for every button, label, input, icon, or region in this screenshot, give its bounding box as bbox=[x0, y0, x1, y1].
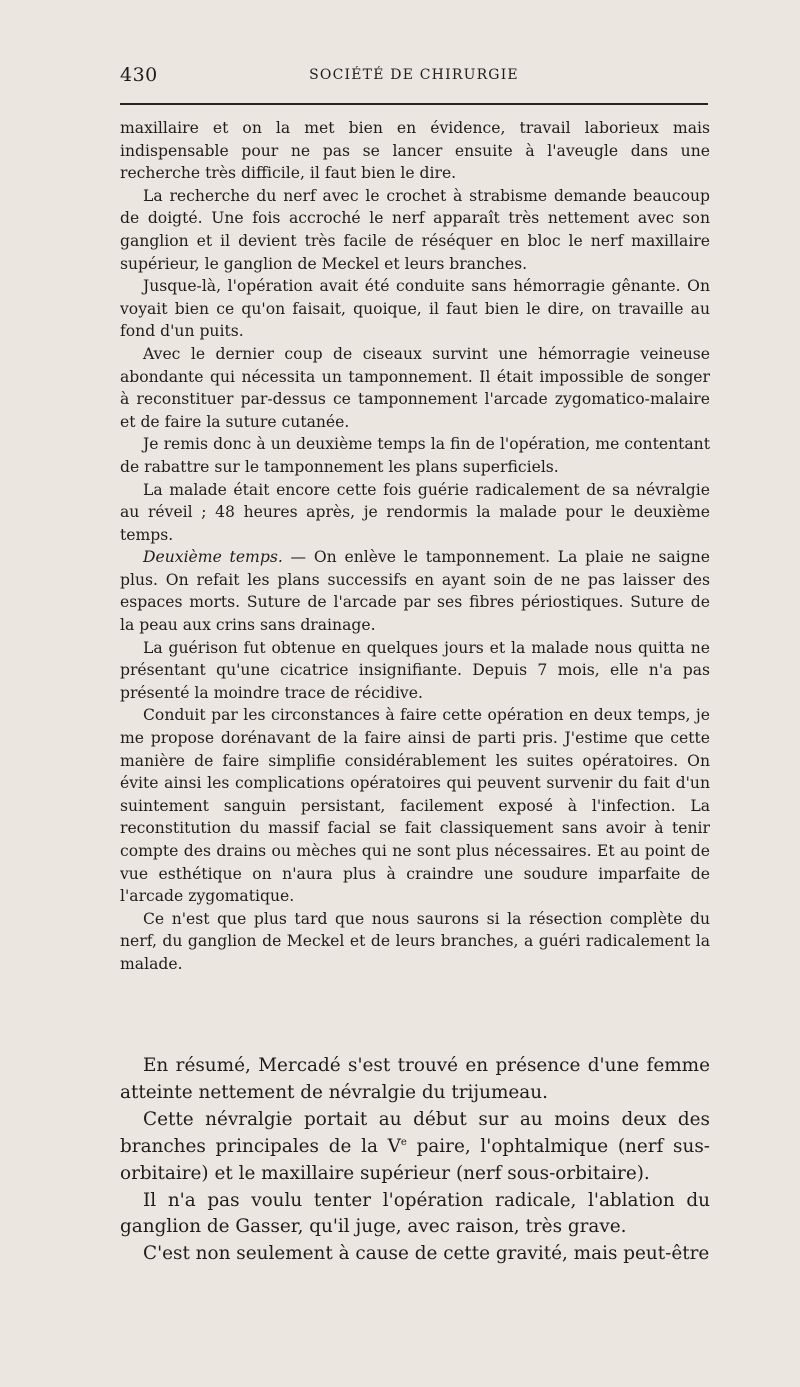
deuxieme-temps-heading: Deuxième temps. bbox=[143, 548, 283, 567]
paragraph-9: Conduit par les circonstances à faire cette opération en deux temps, je me propose dorénavant de la faire ainsi de parti pris. J'estime que cette manière de faire simplifie considérablement les suites opératoires. On évite ainsi les complications opératoires qui peuvent survenir du fait d'un suintement sanguin persistant, facilement exposé à l'infection. La reconstitution du massif facial se fait classiquement sans avoir à tenir compte des drains ou mèches qui ne sont plus nécessaires. Et au point de vue esthétique on n'aura plus à craindre une soudure imparfaite de l'arcade zygomatique. bbox=[120, 706, 710, 906]
summary-text bbox=[120, 1053, 710, 1268]
paragraph-10: Ce n'est que plus tard que nous saurons si la résection complète du nerf, du ganglion de Meckel et de leurs branches, a guéri radicalement la malade. bbox=[120, 909, 710, 973]
summary-paragraph-2-start: Cette névralgie portait au début sur au moins deux des branches principales de la V bbox=[120, 1108, 710, 1157]
paragraph-5: Je remis donc à un deuxième temps la fin de l'opération, me contentant de rabattre sur le tamponnement les plans superficiels. bbox=[120, 435, 710, 476]
main-body-text bbox=[120, 117, 710, 976]
paragraph-7-text: — On enlève le tamponnement. La plaie ne saigne plus. On refait les plans successifs en ayant soin de ne pas laisser des espaces morts. Suture de l'arcade par ses fibres périostiques. Suture de la peau aux crins sans drainage. bbox=[120, 548, 710, 635]
page-header bbox=[120, 64, 708, 88]
paragraph-2: La recherche du nerf avec le crochet à strabisme demande beaucoup de doigté. Une fois accroché le nerf apparaît très nettement avec son ganglion et il devient très facile de réséquer en bloc le nerf maxillaire supérieur, le ganglion de Meckel et leurs branches. bbox=[120, 186, 710, 273]
summary-paragraph-2-end: paire, l'ophtalmique (nerf sus-orbitaire) et le maxillaire supérieur (nerf sous-orbitaire). bbox=[120, 1135, 710, 1184]
paragraph-8: La guérison fut obtenue en quelques jours et la malade nous quitta ne présentant qu'une cicatrice insignifiante. Depuis 7 mois, elle n'a pas présenté la moindre trace de récidive. bbox=[120, 638, 710, 702]
summary-paragraph-3: Il n'a pas voulu tenter l'opération radicale, l'ablation du ganglion de Gasser, qu'il juge, avec raison, très grave. bbox=[120, 1189, 710, 1238]
paragraph-4: Avec le dernier coup de ciseaux survint une hémorragie veineuse abondante qui nécessita un tamponnement. Il était impossible de songer à reconstituer par-dessus ce tamponnement l'arcade zygomatico-malaire et de faire la suture cutanée. bbox=[120, 344, 710, 431]
summary-paragraph-1: En résumé, Mercadé s'est trouvé en présence d'une femme atteinte nettement de névralgie du trijumeau. bbox=[120, 1055, 710, 1103]
header-rule bbox=[120, 103, 708, 105]
superscript-e: e bbox=[400, 1136, 407, 1148]
paragraph-1: maxillaire et on la met bien en évidence, travail laborieux mais indispensable pour ne pas se lancer ensuite à l'aveugle dans une recherche très difficile, il faut bien le dire. bbox=[120, 119, 710, 183]
paragraph-6: La malade était encore cette fois guérie radicalement de sa névralgie au réveil ; 48 heures après, je rendormis la malade pour le deuxième temps. bbox=[120, 480, 710, 544]
summary-paragraph-2 bbox=[120, 1107, 710, 1188]
summary-paragraph-4: C'est non seulement à cause de cette gravité, mais peut-être bbox=[143, 1243, 710, 1265]
page-number: 430 bbox=[120, 64, 158, 86]
running-title: SOCIÉTÉ DE CHIRURGIE bbox=[309, 67, 519, 83]
paragraph-7 bbox=[120, 546, 710, 636]
paragraph-3: Jusque-là, l'opération avait été conduite sans hémorragie gênante. On voyait bien ce qu'on faisait, quoique, il faut bien le dire, on travaille au fond d'un puits. bbox=[120, 277, 710, 341]
